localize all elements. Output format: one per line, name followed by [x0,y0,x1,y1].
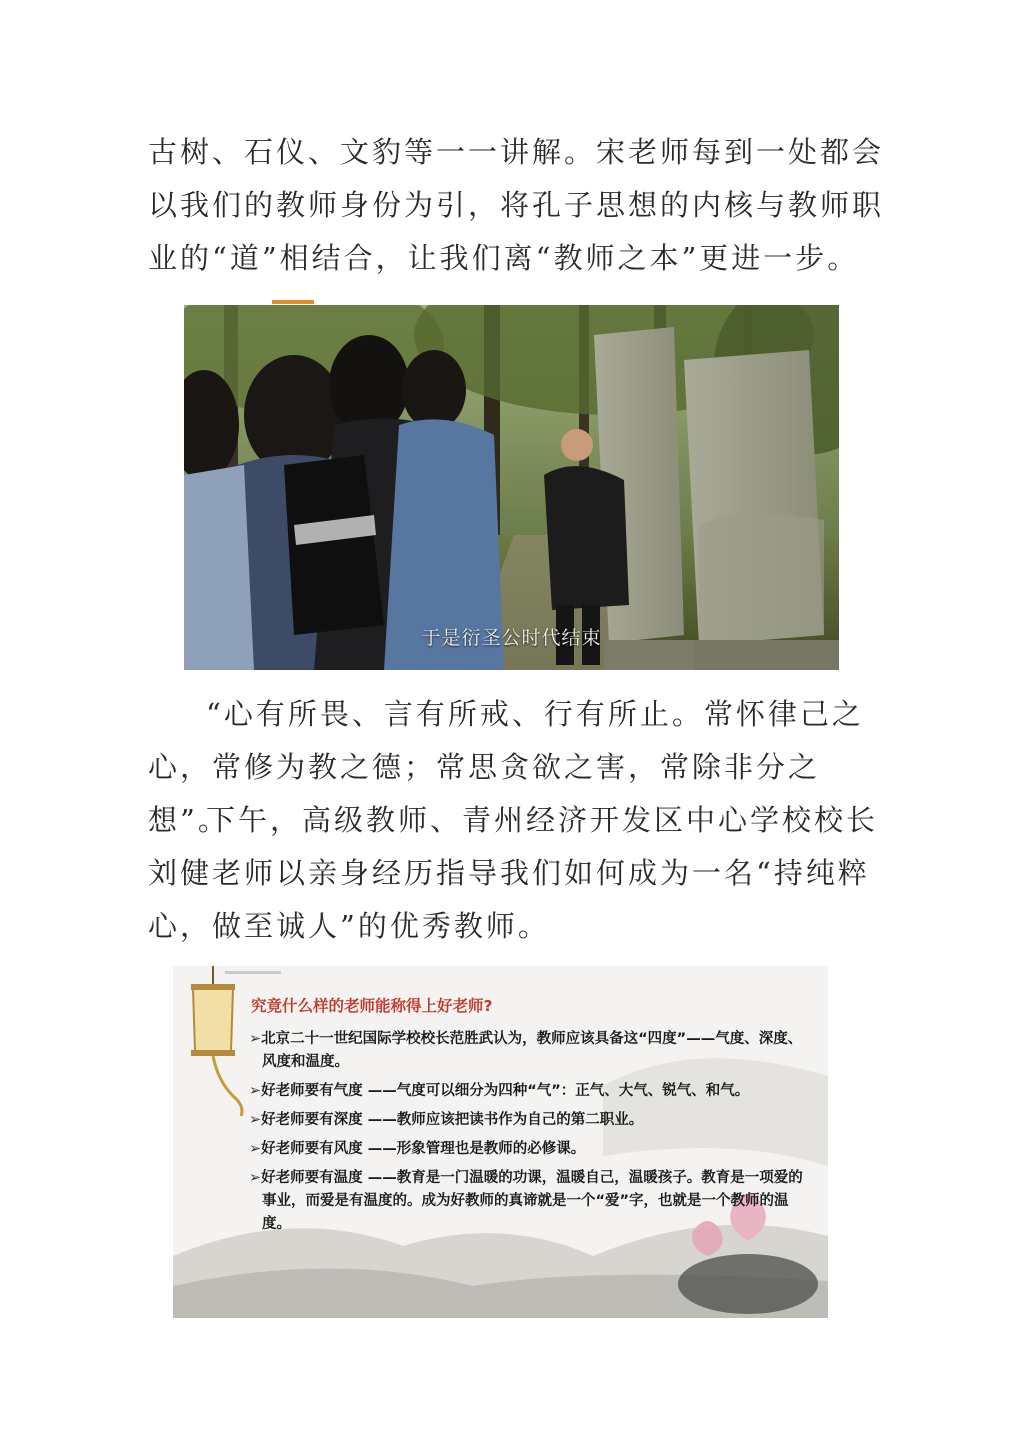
list-item: ➢好老师要有风度 ——形象管理也是教师的必修课。 [249,1141,586,1157]
paragraph-quote: “心有所畏、言有所戒、行有所止。常怀律己之心，常修为教之德；常思贪欲之害，常除非分之想”。 [148,697,864,837]
bullet-arrow-icon: ➢ [249,1083,262,1099]
list-item: ➢好老师要有深度 ——教师应该把读书作为自己的第二职业。 [249,1112,644,1128]
bullet-arrow-icon: ➢ [249,1112,262,1128]
slide-title: 究竟什么样的老师能称得上好老师? [251,997,493,1015]
list-item: ➢北京二十一世纪国际学校校长范胜武认为，教师应该具备这“四度”——气度、深度、风度和温度。 [249,1031,803,1070]
image-accent-bar [272,300,314,304]
bullet-arrow-icon: ➢ [249,1170,262,1186]
slide-top-rule [225,971,281,974]
bullet-arrow-icon: ➢ [249,1031,262,1047]
paragraph-afternoon: 下午，高级教师、青州经济开发区中心学校校长刘健老师以亲身经历指导我们如何成为一名“持纯粹心，做至诚人”的优秀教师。 [148,803,879,943]
video-subtitle: 于是衍圣公时代结束 [421,627,602,649]
group-visit-photo [184,305,839,670]
slide-bullet-list [249,1028,804,1242]
lecture-slide [173,966,828,1318]
bullet-arrow-icon: ➢ [249,1141,262,1157]
list-item: ➢好老师要有温度 ——教育是一门温暖的功课，温暖自己，温暖孩子。教育是一项爱的事业，而爱是有温度的。成为好教师的真谛就是一个“爱”字，也就是一个教师的温度。 [249,1170,803,1232]
list-item: ➢好老师要有气度 ——气度可以细分为四种“气”：正气、大气、锐气、和气。 [249,1083,750,1099]
paragraph-intro: 古树、石仪、文豹等一一讲解。宋老师每到一处都会以我们的教师身份为引，将孔子思想的内核与教师职业的“道”相结合，让我们离“教师之本”更进一步。 [148,135,885,275]
photo-illustration [184,305,839,670]
